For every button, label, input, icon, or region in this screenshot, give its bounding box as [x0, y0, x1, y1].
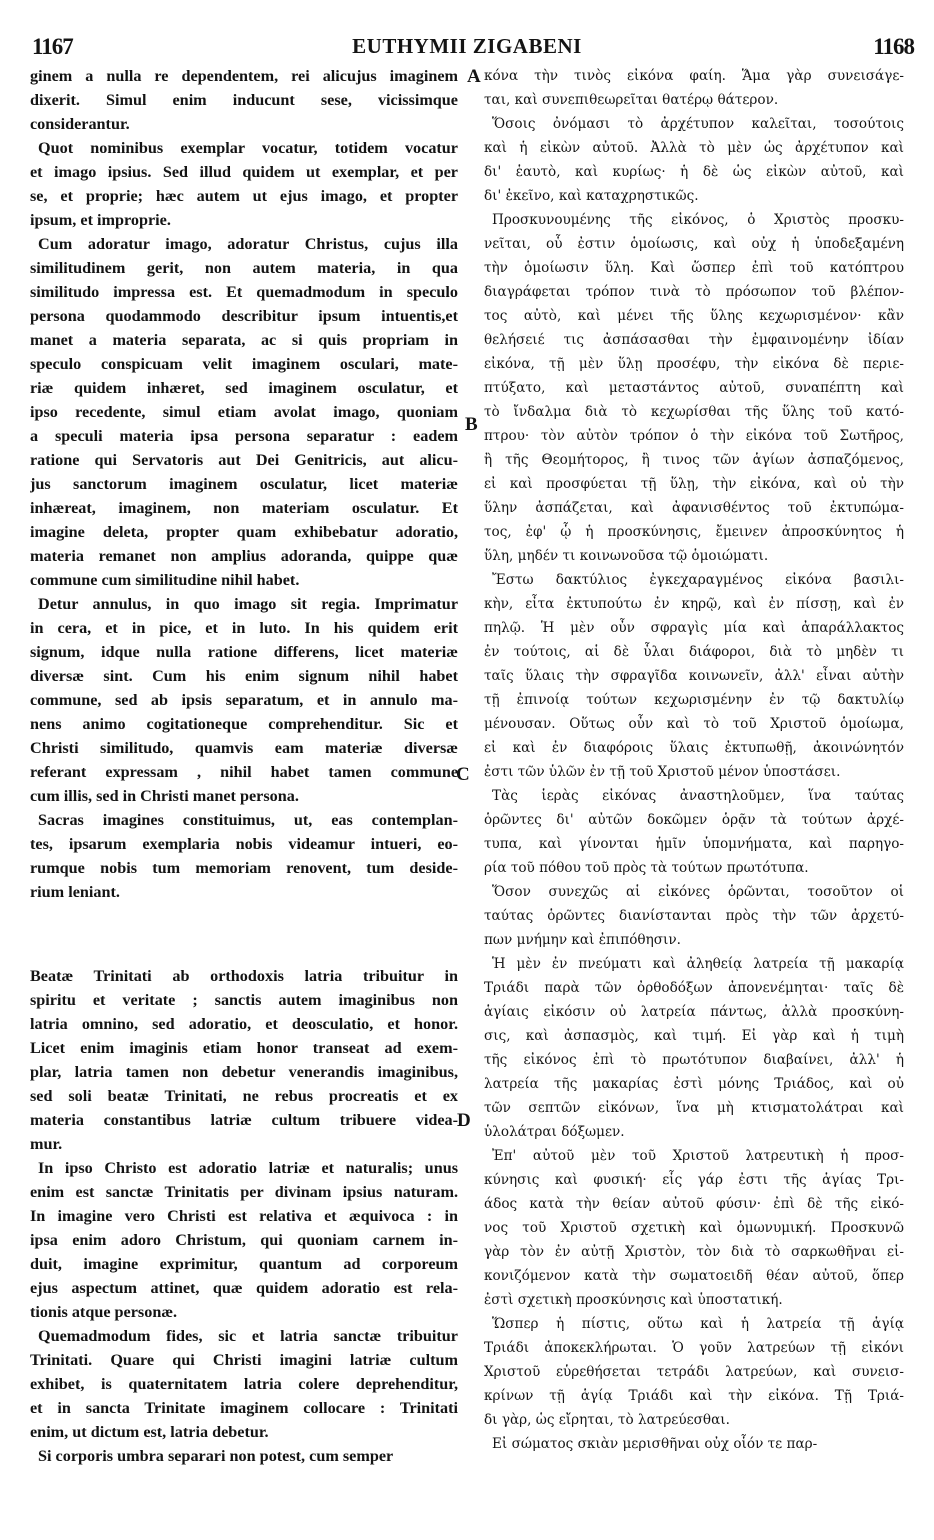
- text-line: jus sanctorum imaginem osculatur, licet materiæ: [30, 475, 458, 493]
- text-line: duit, imagine exprimitur, quantum ad corporeum: [30, 1255, 458, 1273]
- paragraph: [30, 964, 458, 1156]
- text-line: τῶν σεπτῶν εἰκόνων, ἵνα μὴ κτισματολάτραι καὶ: [484, 1100, 904, 1116]
- text-line: similitudinem gerit, non autem materia, in qua: [30, 259, 458, 277]
- text-line: τῆς εἰκόνος ἐπὶ τὸ πρωτότυπον διαβαίνει, ἀλλ' ἡ: [484, 1052, 904, 1068]
- text-line: πηλῷ. Ἡ μὲν οὖν σφραγὶς μία καὶ ἀπαράλλακτος: [484, 620, 904, 636]
- text-line: Quemadmodum fides, sic et latria sanctæ tribuitur: [38, 1327, 458, 1345]
- text-line: mur.: [30, 1135, 63, 1153]
- text-line: enim est sanctæ Trinitatis per divinam ipsius naturam.: [30, 1183, 458, 1201]
- running-title: EUTHYMII ZIGABENI: [352, 34, 582, 58]
- text-line: Ὅσοις ὀνόμασι τὸ ἀρχέτυπον καλεῖται, τοσούτοις: [492, 116, 904, 132]
- paragraph: [484, 1312, 904, 1432]
- page-number-right: 1168: [873, 34, 914, 59]
- text-line: τὴν ὁμοίωσιν ὕλη. Καὶ ὥσπερ ἐπὶ τοῦ κατόπτρου: [484, 260, 904, 276]
- text-line: Τριάδι ἀποκεκλήρωται. Ὁ γοῦν λατρεύων τῇ εἰκόνι: [484, 1340, 904, 1356]
- text-line: in cera, et in pice, et in luto. In his quidem erit: [30, 619, 458, 637]
- text-line: Ὥσπερ ἡ πίστις, οὕτω καὶ ἡ λατρεία τῇ ἁγίᾳ: [492, 1316, 904, 1332]
- text-line: κόνα τὴν τινὸς εἰκόνα φαίη. Ἅμα γὰρ συνεισάγε-: [484, 68, 904, 84]
- paragraph: [484, 64, 904, 112]
- text-line: In imagine vero Christi est relativa et æquivoca : in: [30, 1207, 458, 1225]
- text-line: In ipso Christo est adoratio latriæ et naturalis; unus: [38, 1159, 458, 1177]
- paragraph: [484, 1432, 904, 1456]
- text-line: diversæ sint. Cum his enim signum nihil habet: [30, 667, 458, 685]
- margin-letter-a: A: [467, 66, 481, 87]
- text-line: ratione qui Servatoris aut Dei Genitricis, aut alicu-: [30, 451, 458, 469]
- text-line: inhæreat, imaginem, non materiam osculatur. Et: [30, 499, 458, 517]
- paragraph: [484, 952, 904, 1144]
- text-line: γὰρ τὸν ἐν αὐτῇ Χριστὸν, τὸν διὰ τὸ σαρκωθῆναι εἰ-: [484, 1244, 904, 1260]
- text-line: se, et proprie; hæc autem ut ejus imago, et propter: [30, 187, 458, 205]
- text-line: Si corporis umbra separari non potest, cum semper: [38, 1447, 394, 1465]
- text-line: referant expressam , nihil habet tamen commune: [30, 763, 458, 781]
- text-line: Εἰ σώματος σκιὰν μερισθῆναι οὐχ οἷόν τε παρ-: [492, 1436, 818, 1452]
- margin-letter-d: D: [457, 1110, 471, 1131]
- paragraph: [30, 64, 458, 136]
- text-line: Τριάδι παρὰ τῶν ὀρθοδόξων ἀπονενέμηται· ταῖς δὲ: [484, 980, 904, 996]
- text-line: ται, καὶ συνεπιθεωρεῖται θατέρῳ θάτερον.: [484, 92, 779, 108]
- text-line: τὸ ἴνδαλμα διὰ τὸ κεχωρίσθαι τῆς ὕλης τοῦ κατό-: [484, 404, 904, 420]
- text-line: ἐν τούτοις, αἱ δὲ ὗλαι διάφοροι, διὰ τὸ μηδὲν τι: [484, 644, 904, 660]
- text-line: άδος κατὰ τὴν θείαν αὐτοῦ φύσιν· ἐπὶ δὲ τῆς εἰκό-: [484, 1196, 904, 1212]
- text-line: ipsa enim adoro Christum, qui quoniam carnem in-: [30, 1231, 458, 1249]
- text-line: δι γὰρ, ὡς εἴρηται, τὸ λατρεύεσθαι.: [484, 1412, 730, 1428]
- text-line: εἰκόνα, τῇ μὲν ὕλῃ προσέφυ, τὴν εἰκόνα δὲ περιε-: [484, 356, 904, 372]
- text-line: speculo conspicuam velit imaginem osculari, mate-: [30, 355, 458, 373]
- text-line: ὁρῶντες δι' αὐτῶν δοκῶμεν ὁρᾷν τὰ τούτων ἀρχέ-: [484, 812, 904, 828]
- text-line: manet a materia separata, ac si quis propriam in: [30, 331, 458, 349]
- text-line: plar, latria tamen non debetur venerandis imaginibus,: [30, 1063, 458, 1081]
- text-line: exhibet, is quaternitatem latria colere deprehenditur,: [30, 1375, 458, 1393]
- text-line: dixerit. Simul enim inducunt sese, vicissimque: [30, 91, 458, 109]
- text-line: tes, ipsarum exemplaria nobis videamur intueri, eo-: [30, 835, 458, 853]
- text-line: ὕλην ἀσπάζεται, καὶ ἀφανισθέντος τοῦ ἐκτυπώμα-: [484, 500, 904, 516]
- paragraph: [484, 568, 904, 784]
- text-line: ἢ τῆς Θεομήτορος, ἢ τινος τῶν ἁγίων ἀσπαζόμενος,: [484, 452, 904, 468]
- text-line: ταῖς ὕλαις τὴν σφραγῖδα κοινωνεῖν, ἀλλ' εἶναι αὐτὴν: [484, 668, 904, 684]
- text-line: ὕλη, μηδέν τι κοινωνοῦσα τῷ ὁμοιώματι.: [484, 548, 769, 564]
- text-line: imagine deleta, propter quam exhibebatur adoratio,: [30, 523, 458, 541]
- text-line: διαγράφεται τρόπον τινὰ τὸ πρόσωπον τοῦ βλέπον-: [484, 284, 904, 300]
- text-line: εἰ καὶ προσφύεται τῇ ὕλῃ, τὴν εἰκόνα, καὶ οὐ τὴν: [484, 476, 904, 492]
- text-line: spiritu et veritate ; sanctis autem imaginibus non: [30, 991, 458, 1009]
- text-line: Χριστοῦ εὑρεθήσεται τετράδι λατρεύων, καὶ συνεισ-: [484, 1364, 904, 1380]
- text-line: enim, ut dictum est, latria debetur.: [30, 1423, 269, 1441]
- paragraph: [30, 136, 458, 232]
- text-line: commune cum similitudine nihil habet.: [30, 571, 300, 589]
- text-line: Licet enim imaginis etiam honor transeat ad exem-: [30, 1039, 458, 1057]
- text-line: Ἔστω δακτύλιος ἐγκεχαραγμένος εἰκόνα βασιλι-: [492, 572, 904, 588]
- paragraph: [484, 208, 904, 568]
- text-line: a speculi materia ipsa persona separatur : eadem: [30, 427, 458, 445]
- text-line: τος, ἐφ' ᾧ ἡ προσκύνησις, ἔμεινεν ἀπροσκύνητος ἡ: [484, 524, 904, 540]
- text-line: θελήσειέ τις ἀσπάσασθαι τὴν ἐμφαινομένην ἰδίαν: [484, 332, 904, 348]
- text-line: καὶ ἡ εἰκὼν αὐτοῦ. Ἀλλὰ τὸ μὲν ὡς ἀρχέτυπον καὶ: [484, 140, 904, 156]
- text-line: materia constantibus latriæ cultum tribuere videa-: [30, 1111, 458, 1129]
- text-line: ἐστὶ σχετικὴ προσκύνησις καὶ ὑποστατική.: [484, 1292, 783, 1308]
- text-line: Ὅσον συνεχῶς αἱ εἰκόνες ὁρῶνται, τοσοῦτον οἱ: [492, 884, 904, 900]
- text-line: signum, idque nulla ratione differens, licet materiæ: [30, 643, 458, 661]
- text-line: ἐστι τῶν ὑλῶν ἐν τῇ τοῦ Χριστοῦ μένον ὑποστάσει.: [484, 764, 841, 780]
- text-line: κύνησις καὶ φυσική· εἷς γάρ ἐστι τῆς ἁγίας Τρι-: [484, 1172, 904, 1188]
- text-line: ipso recedente, simul etiam avolat imago, quoniam: [30, 403, 458, 421]
- text-line: commune, sed ab ipsis separatum, et in annulo ma-: [30, 691, 458, 709]
- margin-letter-c: C: [456, 764, 470, 785]
- text-line: Quot nominibus exemplar vocatur, totidem vocatur: [38, 139, 458, 157]
- text-line: ἁγίαις εἰκόσιν οὐ λατρεία πάντως, ἀλλὰ προσκύνη-: [484, 1004, 904, 1020]
- text-line: tionis atque personæ.: [30, 1303, 178, 1321]
- paragraph: [484, 784, 904, 880]
- text-line: λατρεία τῆς μακαρίας ἐστὶ μόνης Τριάδος, καὶ οὐ: [484, 1076, 904, 1092]
- text-line: et imago ipsius. Sed illud quidem ut exemplar, et per: [30, 163, 458, 181]
- text-line: et in sancta Trinitate imaginem collocare : Trinitati: [30, 1399, 458, 1417]
- text-line: δι' ἑαυτὸ, καὶ κυρίως· ἡ δὲ ὡς εἰκὼν αὐτοῦ, καὶ: [484, 164, 904, 180]
- paragraph: [484, 1144, 904, 1312]
- text-line: ginem a nulla re dependentem, rei alicujus imaginem: [30, 67, 458, 85]
- text-line: ὑλολάτραι δόξωμεν.: [484, 1124, 625, 1140]
- text-line: cum illis, sed in Christi manet persona.: [30, 787, 299, 805]
- text-line: Sacras imagines constituimus, ut, eas contemplan-: [38, 811, 458, 829]
- text-line: δι' ἐκεῖνο, καὶ καταχρηστικῶς.: [484, 188, 699, 204]
- text-line: nens animo cogitationeque comprehenditur. Sic et: [30, 715, 458, 733]
- text-line: νεῖται, οὗ ἐστιν ὁμοίωσις, καὶ οὐχ ἡ ὑποδεξαμένη: [484, 236, 904, 252]
- text-line: riæ quidem inhæret, sed imaginem osculatur, et: [30, 379, 458, 397]
- text-line: πτύξατο, καὶ μεταστάντος αὐτοῦ, συναπέπτη καὶ: [484, 380, 904, 396]
- text-line: rium leniant.: [30, 883, 120, 901]
- text-line: πων μνήμην καὶ ἐπιπόθησιν.: [484, 932, 681, 948]
- text-line: εἰ καὶ ἐν διαφόροις ὕλαις ἐκτυπωθῇ, ἀκοινώνητόν: [484, 740, 904, 756]
- text-line: Trinitati. Quare qui Christi imagini latriæ cultum: [30, 1351, 458, 1369]
- text-line: τῇ ἐπινοίᾳ τούτων κεχωρισμένην ἐν τῷ δακτυλίῳ: [484, 692, 904, 708]
- text-line: Ἡ μὲν ἐν πνεύματι καὶ ἀληθείᾳ λατρεία τῇ μακαρίᾳ: [492, 956, 904, 972]
- margin-letter-b: B: [465, 414, 478, 435]
- text-line: Christi similitudo, quamvis eam materiæ diversæ: [30, 739, 458, 757]
- text-line: νος τοῦ Χριστοῦ σχετικὴ καὶ ὁμωνυμική. Προσκυνῶ: [484, 1220, 904, 1236]
- paragraph: [484, 880, 904, 952]
- text-line: considerantur.: [30, 115, 130, 133]
- text-line: Προσκυνουμένης τῆς εἰκόνος, ὁ Χριστὸς προσκυ-: [492, 212, 904, 228]
- text-line: Τὰς ἱερὰς εἰκόνας ἀναστηλοῦμεν, ἵνα ταύτας: [492, 788, 904, 804]
- text-line: Detur annulus, in quo imago sit regia. Imprimatur: [38, 595, 458, 613]
- text-line: materia remanet non amplius adoranda, quippe quæ: [30, 547, 458, 565]
- latin-column-lower: [30, 964, 458, 1468]
- text-line: latria omnino, sed adoratio, et deosculatio, et honor.: [30, 1015, 458, 1033]
- paragraph: [30, 1444, 458, 1468]
- text-line: ταύτας ὁρῶντες διανίστανται πρὸς τὴν τῶν ἀρχετύ-: [484, 908, 904, 924]
- greek-column: [484, 64, 904, 1456]
- text-line: κὴν, εἶτα ἐκτυπούτω ἐν κηρῷ, καὶ ἐν πίσσῃ, καὶ ἐν: [484, 596, 904, 612]
- text-line: κρίνων τῇ ἁγίᾳ Τριάδι καὶ τὴν εἰκόνα. Τῇ Τριά-: [484, 1388, 904, 1404]
- text-line: τος αὐτὸ, καὶ μένει τῆς ὕλης κεχωρισμένον· κἂν: [484, 308, 904, 324]
- text-line: Cum adoratur imago, adoratur Christus, cujus illa: [38, 235, 458, 253]
- paragraph: [30, 592, 458, 808]
- text-line: sed soli beatæ Trinitati, ne rebus procreatis et ex: [30, 1087, 458, 1105]
- text-line: similitudo impressa est. Et quemadmodum in speculo: [30, 283, 458, 301]
- text-line: κονιζόμενον κατὰ τὴν σωματοειδῆ θέαν αὐτοῦ, ὅπερ: [484, 1268, 904, 1284]
- text-line: ejus aspectum attinet, quæ quidem adoratio est rela-: [30, 1279, 458, 1297]
- text-line: persona quodammodo describitur ipsum intuentis,et: [30, 307, 458, 325]
- paragraph: [30, 1156, 458, 1324]
- text-line: τυπα, καὶ γίνονται ἡμῖν ὑπομνήματα, καὶ παρηγο-: [484, 836, 904, 852]
- text-line: ρία τοῦ πόθου τοῦ πρὸς τὰ τούτων πρωτότυπα.: [484, 860, 809, 876]
- latin-column-upper: [30, 64, 458, 904]
- paragraph: [484, 112, 904, 208]
- text-line: πτρου· τὸν αὐτὸν τρόπον ὁ τὴν εἰκόνα τοῦ Σωτῆρος,: [484, 428, 904, 444]
- text-line: Ἐπ' αὐτοῦ μὲν τοῦ Χριστοῦ λατρευτικὴ ἡ προσ-: [492, 1148, 904, 1164]
- text-line: ipsum, et improprie.: [30, 211, 171, 229]
- paragraph: [30, 232, 458, 592]
- text-line: Beatæ Trinitati ab orthodoxis latria tribuitur in: [30, 967, 458, 985]
- text-line: μένουσαν. Οὕτως οὖν καὶ τὸ τοῦ Χριστοῦ ὁμοίωμα,: [484, 716, 904, 732]
- paragraph: [30, 1324, 458, 1444]
- paragraph: [30, 808, 458, 904]
- text-line: rumque nobis tum memoriam renovent, tum deside-: [30, 859, 458, 877]
- page-number-left: 1167: [32, 34, 73, 59]
- text-line: σις, καὶ ἀσπασμὸς, καὶ τιμή. Εἰ γὰρ καὶ ἡ τιμὴ: [484, 1028, 904, 1044]
